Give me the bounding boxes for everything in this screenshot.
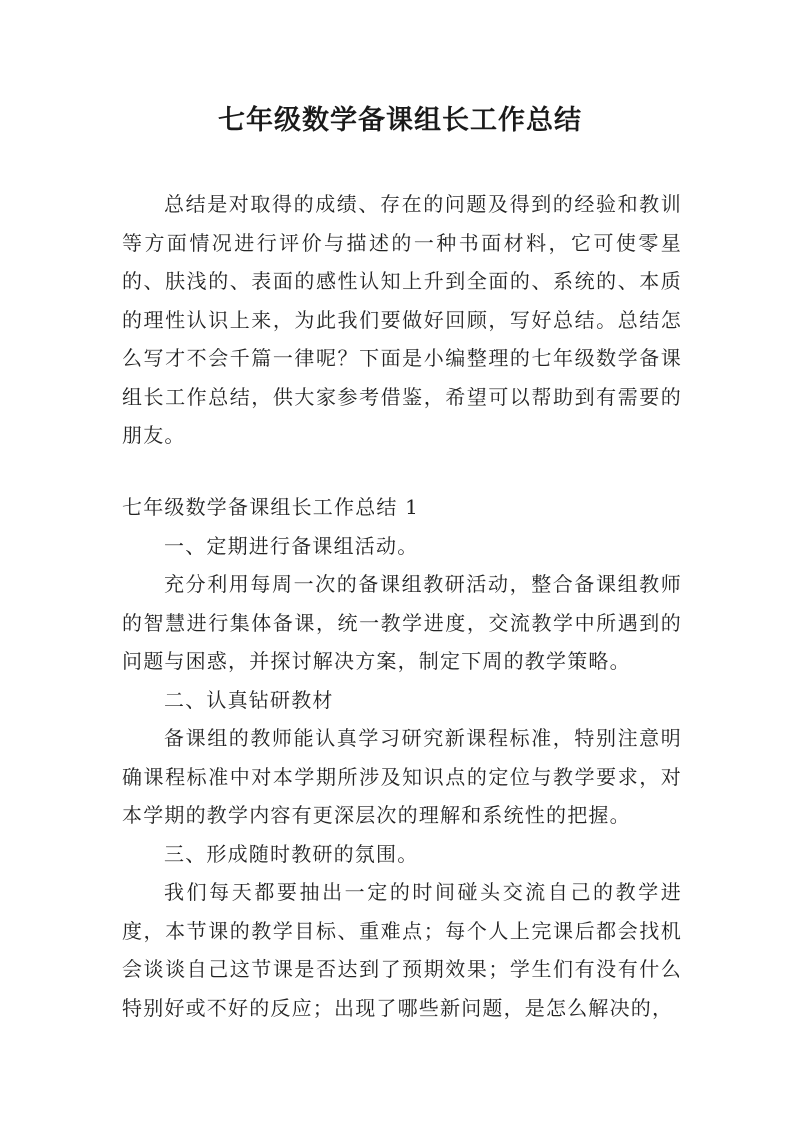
intro-paragraph: 总结是对取得的成绩、存在的问题及得到的经验和教训等方面情况进行评价与描述的一种书面材料，它可使零星的、肤浅的、表面的感性认知上升到全面的、系统的、本质的理性认识上来，为此我们要做好回顾，写好总结。总结怎么写才不会千篇一律呢？下面是小编整理的七年级数学备课组长工作总结，供大家参考借鉴，希望可以帮助到有需要的朋友。 (122, 192, 682, 447)
heading-3: 三、形成随时教研的氛围。 (164, 841, 419, 866)
heading-2: 二、认真钻研教材 (164, 687, 334, 712)
document-title: 七年级数学备课组长工作总结 (218, 105, 582, 136)
heading-1: 一、定期进行备课组活动。 (164, 533, 419, 558)
section-title: 七年级数学备课组长工作总结 1 (122, 495, 420, 519)
paragraph-3: 我们每天都要抽出一定的时间碰头交流自己的教学进度，本节课的教学目标、重难点；每个人上完课后都会找机会谈谈自己这节课是否达到了预期效果；学生们有没有什么特别好或不好的反应；出现了哪些新问题，是怎么解决的， (122, 880, 682, 1020)
document-body (122, 488, 682, 1027)
paragraph-1: 充分利用每周一次的备课组教研活动，整合备课组教师的智慧进行集体备课，统一教学进度，交流教学中所遇到的问题与困惑，并探讨解决方案，制定下周的教学策略。 (122, 572, 682, 673)
paragraph-2: 备课组的教师能认真学习研究新课程标准，特别注意明确课程标准中对本学期所涉及知识点的定位与教学要求，对本学期的教学内容有更深层次的理解和系统性的把握。 (122, 726, 682, 827)
